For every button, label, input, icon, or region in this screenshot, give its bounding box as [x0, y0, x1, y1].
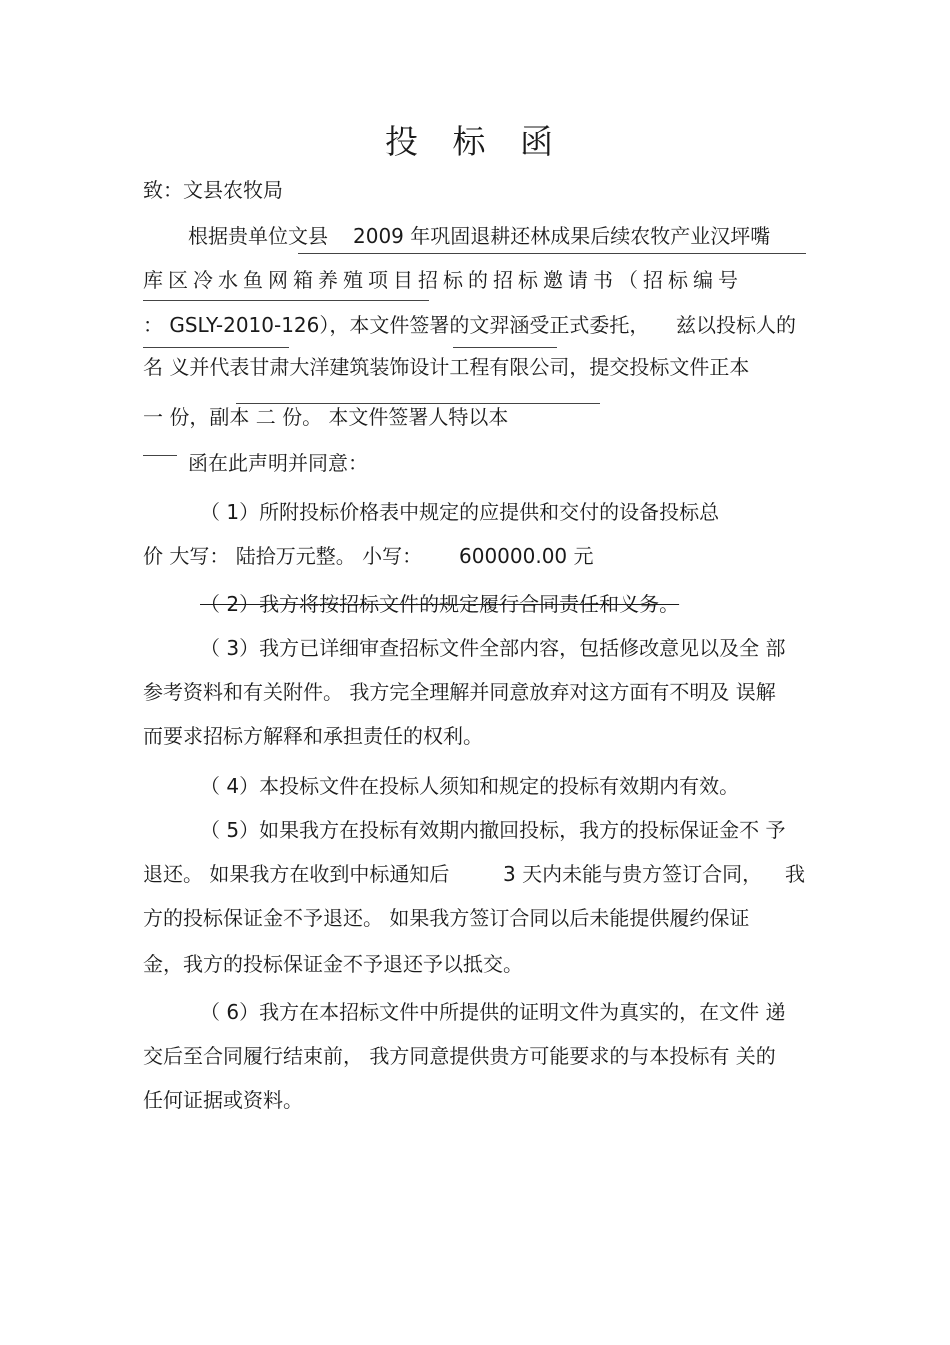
underline-3b	[453, 347, 557, 348]
item-5-line-b1: 退还。 如果我方在收到中标通知后	[143, 862, 450, 886]
item-4-line: （ 4）本投标文件在投标人须知和规定的投标有效期内有效。	[200, 774, 740, 798]
item-6-line-c: 任何证据或资料。	[143, 1088, 303, 1112]
intro-line-3a: ： GSLY-2010-126），本文件签署的文羿涵受正式委托，	[143, 313, 650, 337]
intro-line-3b: 兹以投标人的	[676, 313, 796, 337]
item-3-line-a: （ 3）我方已详细审查招标文件全部内容，包括修改意见以及全 部	[200, 636, 786, 660]
item-5-line-d: 金，我方的投标保证金不予退还予以抵交。	[143, 952, 523, 976]
page-title: 投 标 函	[385, 122, 565, 161]
underline-5	[143, 455, 177, 456]
intro-line-4: 名 义并代表甘肃大洋建筑装饰设计工程有限公司，提交投标文件正本	[143, 355, 750, 379]
item-3-line-b: 参考资料和有关附件。 我方完全理解并同意放弃对这方面有不明及 误解	[143, 680, 776, 704]
item-6-line-b: 交后至合同履行结束前， 我方同意提供贵方可能要求的与本投标有 关的	[143, 1044, 776, 1068]
underline-2	[143, 300, 429, 301]
underline-1	[298, 253, 806, 254]
item-6-line-a: （ 6）我方在本招标文件中所提供的证明文件为真实的，在文件 递	[200, 1000, 786, 1024]
intro-line-5: 一 份，副本 二 份。 本文件签署人特以本	[143, 405, 509, 429]
intro-line-6: 函在此声明并同意：	[188, 451, 368, 475]
item-1-amount: 600000.00 元	[459, 544, 594, 568]
intro-line-1b: 2009 年巩固退耕还林成果后续农牧产业汉坪嘴	[353, 224, 771, 248]
item-1-line-a: （ 1）所附投标价格表中规定的应提供和交付的设备投标总	[200, 500, 720, 524]
item-2-line: （ 2）我方将按招标文件的规定履行合同责任和义务。	[200, 592, 680, 616]
item-5-line-b3: 我	[785, 862, 805, 886]
item-5-line-c: 方的投标保证金不予退还。 如果我方签订合同以后未能提供履约保证	[143, 906, 750, 930]
item-5-line-b2: 3 天内未能与贵方签订合同，	[503, 862, 763, 886]
item-5-line-a: （ 5）如果我方在投标有效期内撤回投标，我方的投标保证金不 予	[200, 818, 786, 842]
item-1-line-b: 价 大写： 陆拾万元整。 小写：	[143, 544, 423, 568]
intro-line-2: 库区冷水鱼网箱养殖项目招标的招标邀请书（招标编号	[143, 268, 743, 292]
item-3-line-c: 而要求招标方解释和承担责任的权利。	[143, 724, 483, 748]
recipient-line: 致：文县农牧局	[143, 178, 283, 202]
underline-3a	[143, 347, 289, 348]
intro-line-1a: 根据贵单位文县	[188, 224, 328, 248]
